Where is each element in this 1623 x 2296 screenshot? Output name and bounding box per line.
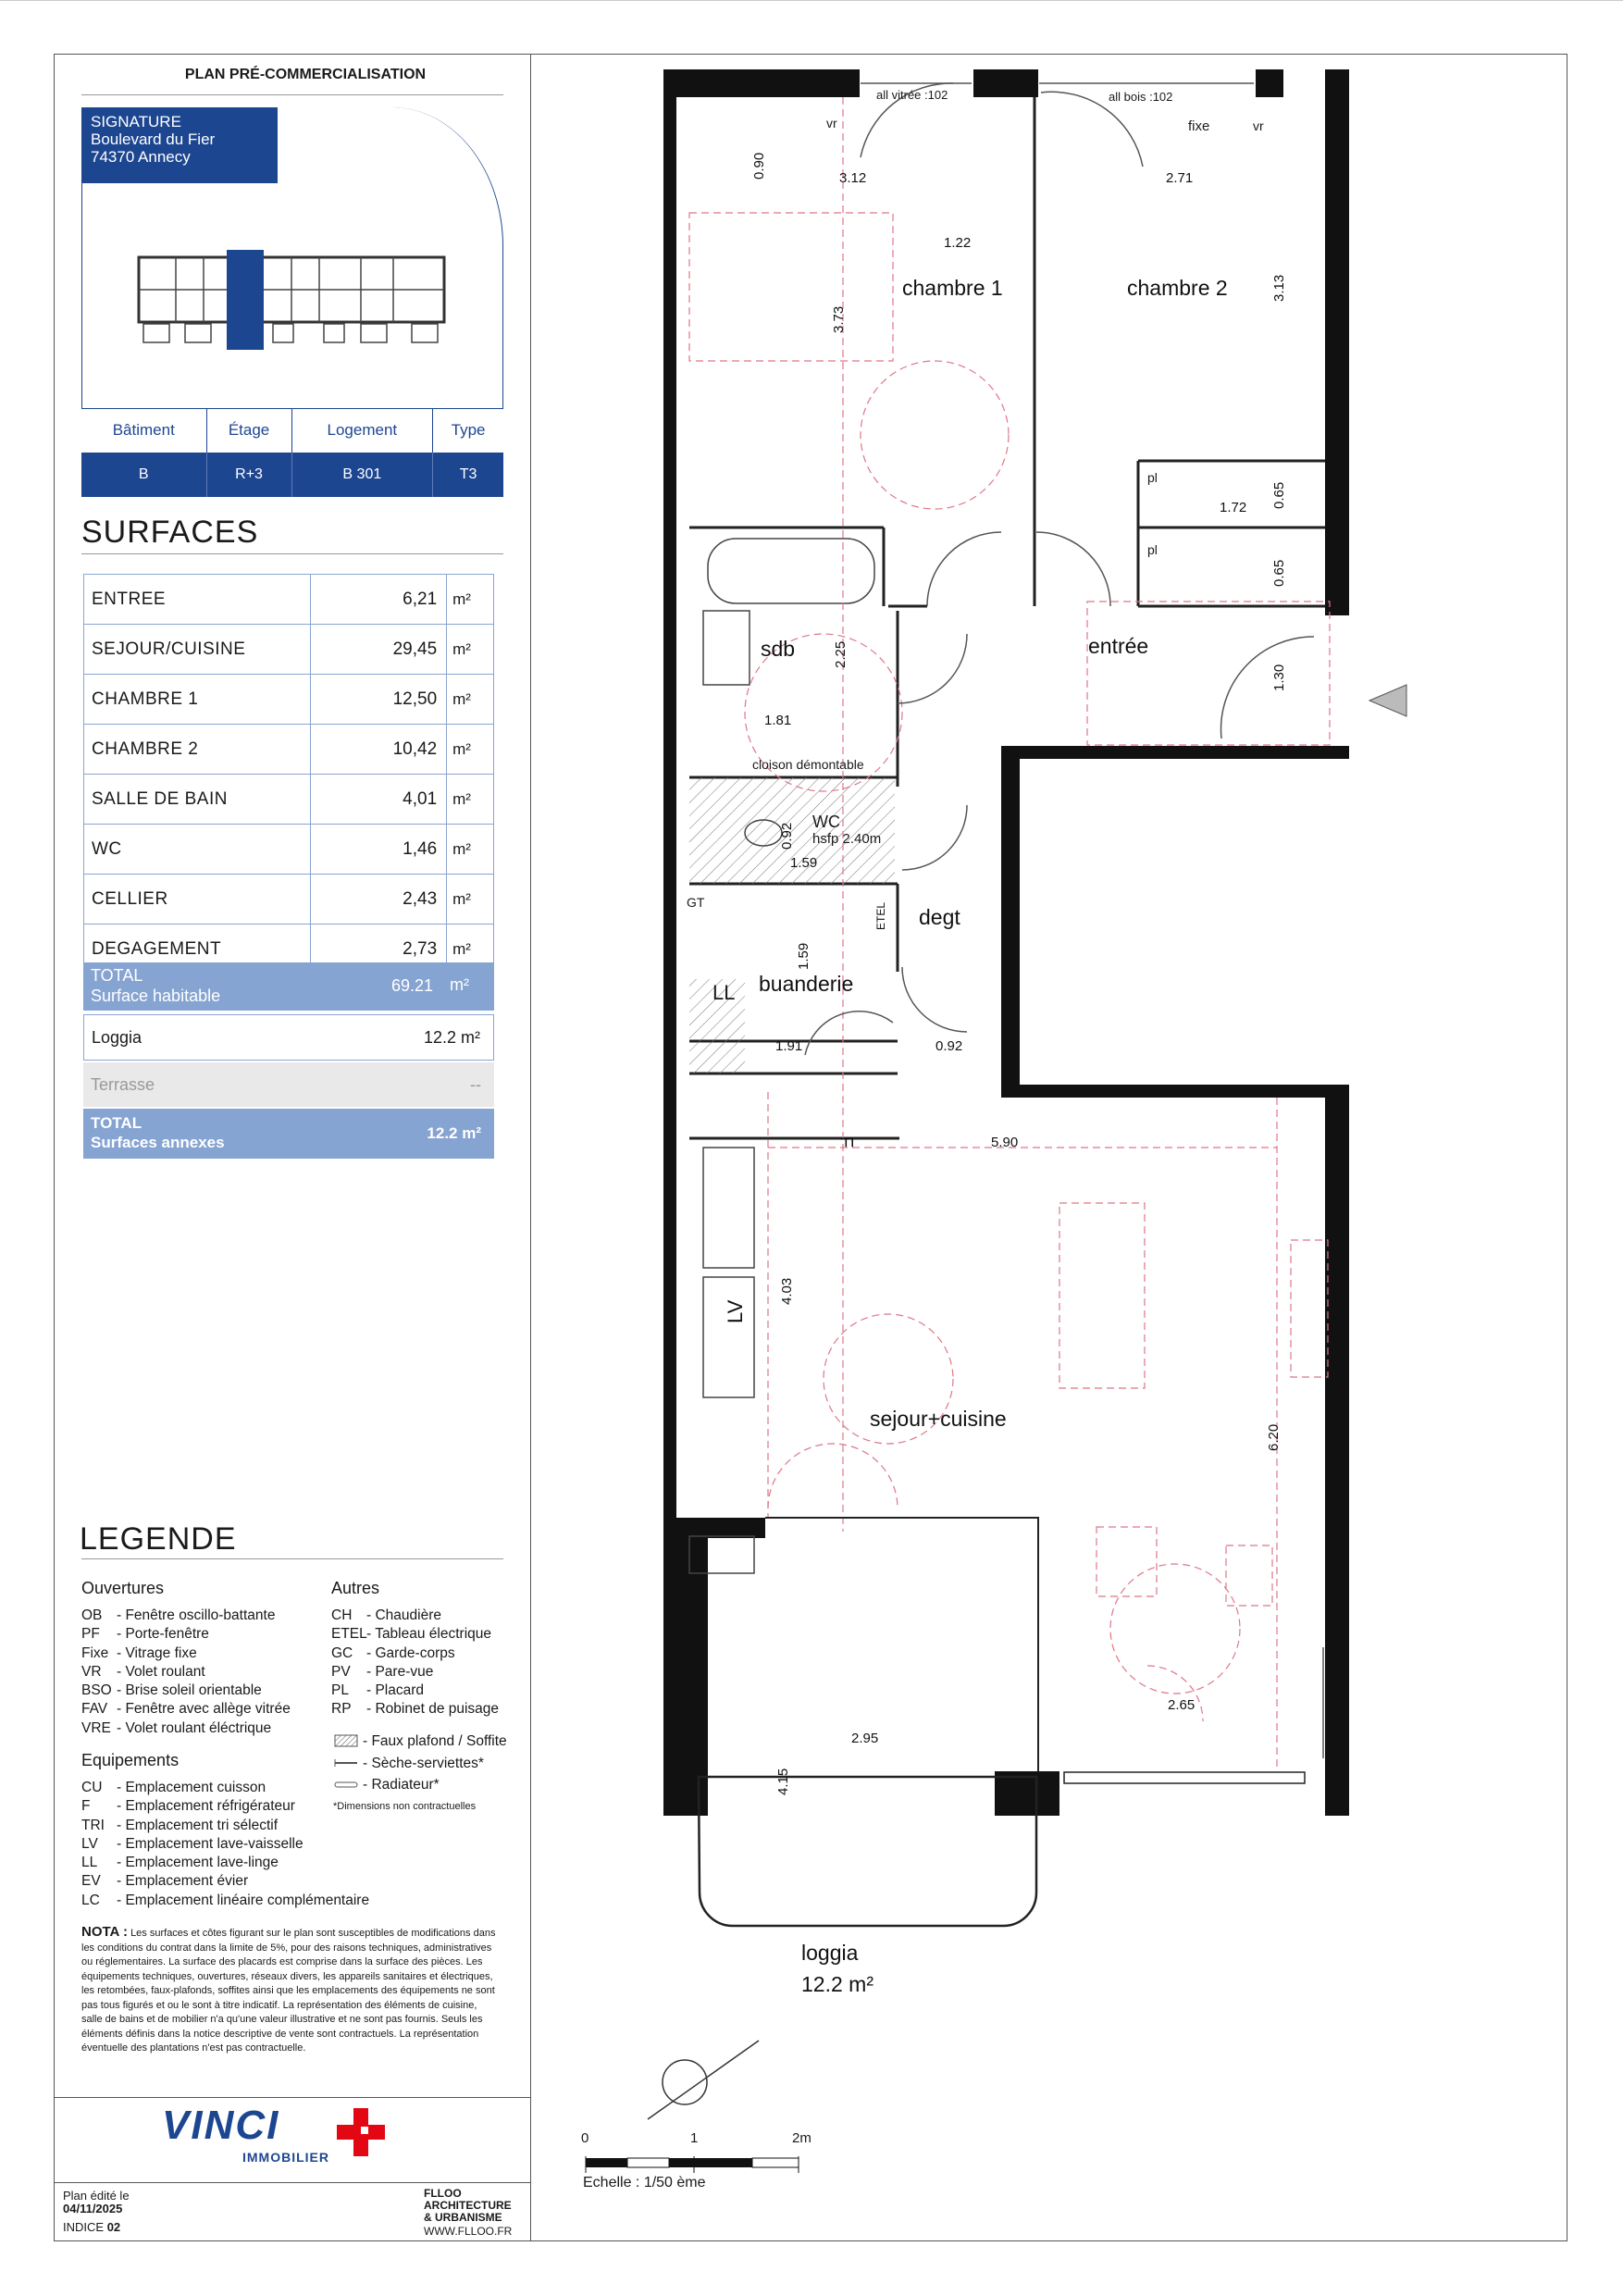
surface-value: 10,42 [310,725,447,775]
legend-item [81,1835,369,1854]
surface-unit: m² [447,825,494,875]
loggia-row [83,1014,494,1061]
terrasse-label: Terrasse [91,1075,155,1094]
dim-092a: 0.92 [779,822,795,850]
scale-label: Echelle : 1/50 ème [583,2175,706,2191]
total-annexes-row [83,1109,494,1159]
legend-code: VR [81,1663,102,1680]
dim-295: 2.95 [851,1731,879,1746]
legend-code: F [81,1798,91,1815]
dim-130: 1.30 [1271,664,1287,691]
faux-plafond-symbol [333,1732,361,1799]
unit-info-header [81,408,503,453]
legend-item [81,1700,291,1719]
surfaces-title: SURFACES [81,515,259,550]
total-habitable-label2: Surface habitable [91,987,221,1005]
signature-block [81,107,278,183]
legend-item [81,1854,369,1872]
room-label-loggia: loggia [801,1941,859,1965]
indice-block [63,2221,120,2234]
legend-code: LC [81,1892,100,1908]
surface-value: 1,46 [310,825,447,875]
surface-label: DEGAGEMENT [84,925,311,974]
legend-item [81,1719,291,1738]
nota-label: NOTA : [81,1924,128,1940]
faux-plafond-text: - Faux plafond / Soffite [363,1733,507,1749]
footer-rule [54,2182,530,2183]
vinci-logo-sub: IMMOBILIER [242,2150,329,2165]
total-annexes-label1: TOTAL [91,1114,142,1132]
legend-text: - Vitrage fixe [117,1644,197,1661]
legend-text: - Volet roulant [117,1663,205,1680]
total-habitable-row [83,962,494,1011]
info-value-type: T3 [433,453,503,497]
surface-value: 6,21 [310,575,447,625]
surface-value: 2,43 [310,875,447,925]
legend-item [81,1607,291,1625]
surface-value: 4,01 [310,775,447,825]
legend-text: - Tableau électrique [366,1626,491,1643]
room-label-chambre1: chambre 1 [902,276,1003,300]
legend-text: - Emplacement linéaire complémentaire [117,1892,370,1908]
dimensions-note: *Dimensions non contractuelles [333,1801,477,1812]
legend-text: - Emplacement lave-linge [117,1855,279,1871]
dim-312: 3.12 [839,170,867,186]
legend-code: PF [81,1626,100,1643]
dim-265: 2.65 [1168,1697,1196,1713]
info-header-logement: Logement [291,408,433,453]
lv-label: LV [724,1299,747,1323]
surface-row [84,625,494,675]
brand-rule [54,2097,530,2098]
legend-code: Fixe [81,1644,109,1661]
surfaces-rule [81,553,503,554]
dim-313: 3.13 [1271,274,1287,302]
info-header-etage: Étage [206,408,291,453]
autres-list [331,1607,499,1719]
surface-label: SEJOUR/CUISINE [84,625,311,675]
dim-373: 3.73 [831,305,847,333]
window-fixe-label: fixe [1188,118,1210,134]
architect-line3: & URBANISME [424,2211,502,2224]
legend-item [331,1663,499,1682]
vinci-logo-mark [333,2106,398,2167]
legend-code: EV [81,1873,101,1890]
legend-item [81,1797,369,1816]
ouvertures-list [81,1607,291,1738]
indice-label: INDICE [63,2220,105,2234]
legend-item [81,1872,369,1891]
dim-090: 0.90 [751,152,767,180]
dim-065b: 0.65 [1271,559,1287,587]
dim-122: 1.22 [944,235,972,251]
legende-title: LEGENDE [80,1521,237,1557]
legend-item [81,1682,291,1700]
total-annexes-label2: Surfaces annexes [91,1134,225,1151]
floor-plan [531,54,1567,2241]
surface-unit: m² [447,725,494,775]
wc-hsfp-label: hsfp 2.40m [812,831,882,847]
unit-info-values [81,453,503,497]
surface-unit: m² [447,925,494,974]
nota-text: Les surfaces et côtes figurant sur le plan sont susceptibles de modifications dans les conditions du contrat dans la limite de 5%, pour des raisons techniques, administratives ou réglementaires. La surface des placards est comprise dans la surface des pièces. Les équipements techniques, ouvertures, réseaux divers, les appareils sanitaires et électriques, les retombées, faux-plafonds, soffites ainsi que les emplacements des équipements ne sont pas tous figurés et ou le sont à titre indicatif. La représentation des éléments de cuisine, salle de bains et de mobilier n'a qu'une valeur illustrative et ne sont pas fournis. Seuls les éléments définis dans la notice descriptive de vente sont contractuels. La représentation éventuelle des plantations n'est pas contractuelle. [81,1928,496,2054]
info-value-batiment: B [81,453,206,497]
surface-row [84,675,494,725]
legend-item [331,1625,499,1644]
loggia-label: Loggia [92,1028,142,1047]
room-label-wc: WC [812,813,840,831]
room-label-buanderie: buanderie [759,972,854,996]
dim-225: 2.25 [833,640,849,668]
surface-row [84,575,494,625]
legend-text: - Emplacement évier [117,1873,249,1890]
surface-value: 12,50 [310,675,447,725]
dim-191: 1.91 [775,1038,803,1054]
placard-label-1: pl [1147,470,1158,485]
surface-label: CHAMBRE 1 [84,675,311,725]
legende-rule [81,1558,503,1559]
surface-label: WC [84,825,311,875]
keyplan-thumbnail [134,248,449,352]
total-habitable-value: 69.21 [391,976,434,995]
surface-row [84,725,494,775]
legend-item [81,1625,291,1644]
legend-text: - Garde-corps [366,1644,455,1661]
legend-item [331,1607,499,1625]
window-vr-label-2: vr [1253,118,1264,133]
surface-row [84,825,494,875]
legend-text: - Fenêtre oscillo-battante [117,1607,276,1623]
info-header-batiment: Bâtiment [81,408,206,453]
dim-159a: 1.59 [790,855,818,871]
info-header-type: Type [451,421,486,439]
dim-590: 5.90 [991,1135,1019,1150]
surface-row [84,875,494,925]
legend-text: - Robinet de puisage [366,1701,500,1718]
legend-code: CH [331,1607,353,1623]
legend-code: RP [331,1701,352,1718]
page-top-line [0,0,1623,1]
dim-415: 4.15 [775,1768,791,1795]
total-habitable-unit: m² [450,975,469,994]
terrasse-row [83,1062,494,1107]
window-vr-label-1: vr [826,116,837,130]
legend-item [331,1700,499,1719]
window-label-bois: all bois :102 [1109,90,1173,104]
surface-unit: m² [447,625,494,675]
room-label-chambre2: chambre 2 [1127,276,1228,300]
legend-code: OB [81,1607,103,1623]
legend-item [81,1644,291,1663]
legend-text: - Emplacement tri sélectif [117,1817,278,1833]
etel-label: ETEL [874,901,887,930]
loggia-value: 12.2 m² [423,1028,480,1047]
legend-code: PL [331,1682,349,1699]
legend-item [81,1779,369,1797]
legend-text: - Placard [366,1682,425,1699]
legend-item [81,1817,369,1835]
architect-website: WWW.FLLOO.FR [424,2225,513,2238]
legend-code: LL [81,1855,98,1871]
legend-item [81,1663,291,1682]
cloison-label: cloison démontable [752,757,864,772]
dim-271: 2.71 [1166,170,1194,186]
signature-name: SIGNATURE [91,113,181,130]
autres-title: Autres [331,1579,380,1597]
legend-code: BSO [81,1682,112,1699]
legend-text: - Chaudière [366,1607,441,1623]
legend-code: FAV [81,1701,108,1718]
info-value-etage: R+3 [206,453,291,497]
architect-name: FLLOO [424,2187,462,2200]
legend-code: GC [331,1644,353,1661]
legend-text: - Emplacement lave-vaisselle [117,1835,304,1852]
legend-item [81,1892,369,1910]
surface-label: SALLE DE BAIN [84,775,311,825]
surface-unit: m² [447,775,494,825]
info-value-logement: B 301 [291,453,433,497]
seche-serviettes-text: - Sèche-serviettes* [363,1756,484,1771]
room-label-degt: degt [919,905,960,929]
radiateur-text: - Radiateur* [363,1777,440,1793]
surface-label: CHAMBRE 2 [84,725,311,775]
surfaces-table [83,574,494,974]
legend-code: ETEL [331,1626,367,1643]
legend-item [331,1682,499,1700]
surface-unit: m² [447,675,494,725]
legend-code: LV [81,1835,98,1852]
legend-text: - Porte-fenêtre [117,1626,209,1643]
dim-620: 6.20 [1266,1423,1282,1451]
surface-unit: m² [447,575,494,625]
legend-text: - Emplacement cuisson [117,1780,266,1795]
edited-date: 04/11/2025 [63,2202,123,2215]
page-title: PLAN PRÉ-COMMERCIALISATION [184,67,427,82]
terrasse-value: -- [470,1075,481,1094]
room-label-entree: entrée [1088,634,1149,658]
legend-text: - Volet roulant éléctrique [117,1719,272,1736]
loggia-area-label: 12.2 m² [801,1972,873,1996]
vinci-logo-text: VINCI [162,2103,280,2148]
legend-text: - Emplacement réfrigérateur [117,1798,295,1815]
dim-181: 1.81 [764,713,792,728]
legend-text: - Fenêtre avec allège vitrée [117,1701,291,1718]
total-annexes-value: 12.2 m² [427,1124,481,1142]
legend-code: VRE [81,1719,111,1736]
total-habitable-label1: TOTAL [91,966,143,985]
placard-label-2: pl [1147,542,1158,557]
legend-code: TRI [81,1817,105,1833]
surface-label: ENTREE [84,575,311,625]
dim-159b: 1.59 [796,942,812,970]
equipements-title: Equipements [81,1751,180,1769]
ll-label: LL [712,981,736,1004]
surface-value: 29,45 [310,625,447,675]
nota-block [81,1925,500,2056]
ouvertures-title: Ouvertures [81,1579,165,1597]
architect-block [424,2188,512,2224]
legend-code: PV [331,1663,351,1680]
surface-unit: m² [447,875,494,925]
surface-row [84,775,494,825]
surface-value: 2,73 [310,925,447,974]
signature-address1: Boulevard du Fier [91,130,216,148]
room-label-sdb: sdb [761,637,796,661]
scale-2: 2m [792,2130,812,2146]
dim-403: 4.03 [779,1277,795,1305]
window-label-vitree: all vitrée :102 [876,88,948,102]
equipements-list [81,1779,369,1910]
scale-1: 1 [690,2130,699,2146]
dim-172: 1.72 [1220,500,1247,515]
legend-item [331,1644,499,1663]
indice-value: 02 [106,2220,121,2234]
f-label: F [836,1136,856,1148]
unit-info-table [81,408,503,497]
title-rule [81,94,503,95]
edited-label: Plan édité le [63,2189,130,2203]
signature-address2: 74370 Annecy [91,148,191,166]
room-label-sejour: sejour+cuisine [870,1407,1007,1431]
legend-text: - Pare-vue [366,1663,434,1680]
legend-text: - Brise soleil orientable [117,1682,262,1699]
dim-065a: 0.65 [1271,481,1287,509]
legend-code: CU [81,1780,103,1795]
gt-label: GT [687,895,705,910]
dim-092b: 0.92 [935,1038,963,1054]
scale-0: 0 [581,2130,589,2146]
architect-line2: ARCHITECTURE [424,2199,512,2212]
surface-label: CELLIER [84,875,311,925]
